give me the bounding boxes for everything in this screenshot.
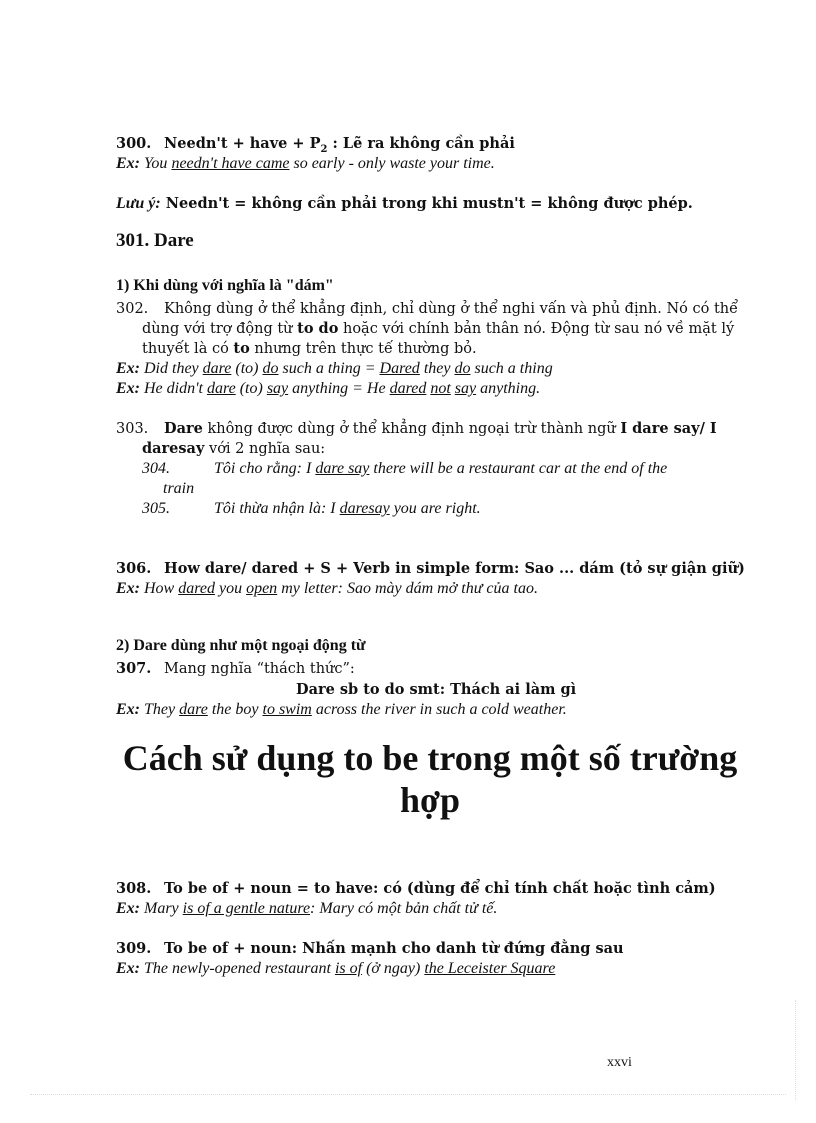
example-300: Ex: You needn't have came so early - only waste your time.	[116, 155, 495, 172]
page-border-right	[795, 1000, 796, 1100]
rule-306: 306. How dare/ dared + S + Verb in simple form: Sao ... dám (tỏ sự giận giữ)	[116, 560, 745, 577]
example-308: Ex: Mary is of a gentle nature: Mary có một bản chất tử tế.	[116, 900, 498, 917]
subsection-1-title: 1) Khi dùng với nghĩa là "dám"	[116, 277, 334, 294]
example-302-2: Ex: He didn't dare (to) say anything = He dared not say anything.	[116, 380, 541, 397]
para-302-line1: 302. Không dùng ở thể khẳng định, chỉ dùng ở thể nghi vấn và phủ định. Nó có thể	[116, 301, 739, 317]
rule-300: 300. Needn't + have + $P_2$ : Lẽ ra không cần phải	[116, 135, 515, 155]
para-307: 307. Mang nghĩa “thách thức”:	[116, 660, 355, 677]
example-305: 305. Tôi thừa nhận là: I daresay you are right.	[142, 500, 481, 517]
example-302-1: Ex: Did they dare (to) do such a thing = Dared they do such a thing	[116, 360, 553, 377]
para-302-line2: dùng với trợ động từ to do hoặc với chính bản thân nó. Động từ sau nó về mặt lý	[142, 320, 735, 337]
para-303-line1: 303. Dare không được dùng ở thể khẳng định ngoại trừ thành ngữ I dare say/ I	[116, 420, 717, 437]
example-307: Ex: They dare the boy to swim across the river in such a cold weather.	[116, 701, 567, 718]
section-301-title: 301. Dare	[116, 230, 194, 251]
rule-308: 308. To be of + noun = to have: có (dùng để chỉ tính chất hoặc tình cảm)	[116, 880, 716, 897]
heading-line1: Cách sử dụng to be trong một số trường	[122, 738, 738, 778]
example-309: Ex: The newly-opened restaurant is of (ở ngay) the Leceister Square	[116, 960, 556, 977]
rule-309: 309. To be of + noun: Nhấn mạnh cho danh từ đứng đằng sau	[116, 940, 624, 957]
example-304: 304. Tôi cho rằng: I dare say there will be a restaurant car at the end of the	[142, 460, 668, 477]
para-302-line3: thuyết là có to nhưng trên thực tế thường bỏ.	[142, 340, 477, 357]
heading-line2: hợp	[400, 780, 460, 820]
example-304-cont: train	[163, 480, 195, 497]
page-border-bottom	[30, 1094, 786, 1095]
formula-307: Dare sb to do smt: Thách ai làm gì	[296, 681, 577, 698]
para-303-line2: daresay với 2 nghĩa sau:	[142, 440, 326, 457]
example-306: Ex: How dared you open my letter: Sao mày dám mở thư của tao.	[116, 580, 538, 597]
page-number: xxvi	[607, 1055, 632, 1070]
subsection-2-title: 2) Dare dùng như một ngoại động từ	[116, 637, 366, 654]
note: Lưu ý: Needn't = không cần phải trong khi mustn't = không được phép.	[116, 195, 693, 212]
